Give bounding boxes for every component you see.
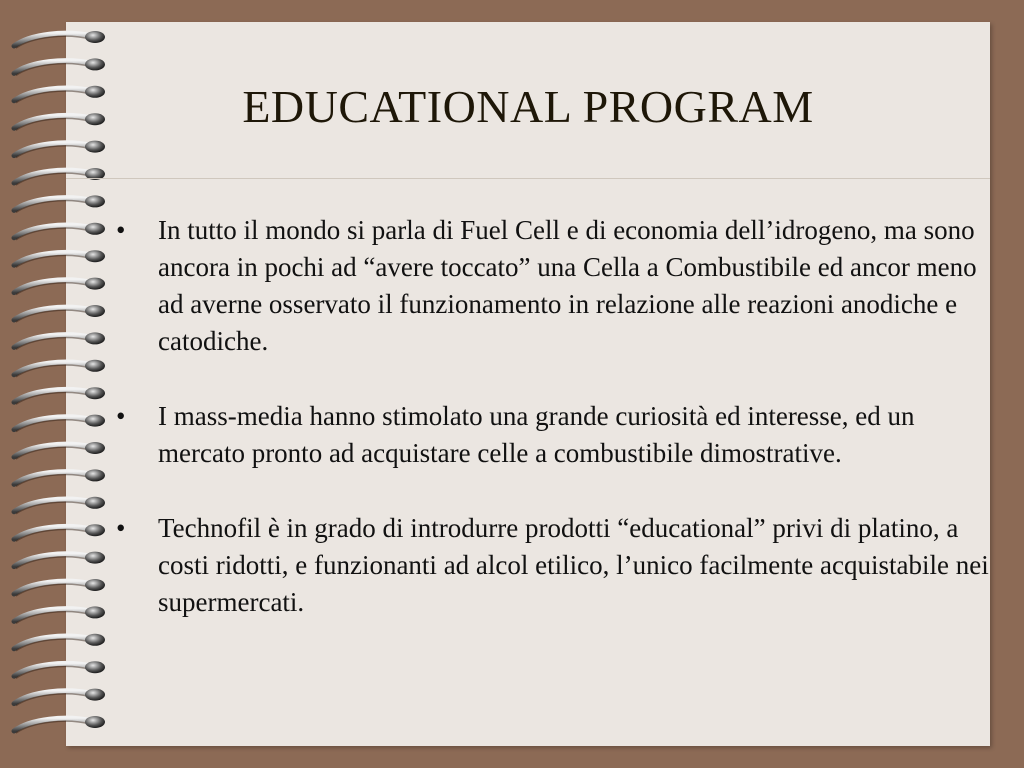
bullet-marker: •	[116, 513, 126, 543]
slide-title: EDUCATIONAL PROGRAM	[242, 81, 814, 132]
bullet-text: I mass-media hanno stimolato una grande curiosità ed interesse, ed un mercato pronto ad acquistare celle a combustibile dimostrative.	[158, 401, 915, 468]
bullet-marker: •	[116, 215, 126, 245]
bullet-item	[116, 212, 996, 360]
bullet-text: In tutto il mondo si parla di Fuel Cell e di economia dell’idrogeno, ma sono ancora in pochi ad “avere toccato” una Cella a Combustibile ed ancor meno ad averne osservato il funzionamento in relazione alle reazioni anodiche e catodiche.	[158, 215, 977, 356]
bullet-item	[116, 510, 996, 621]
title-divider	[66, 178, 990, 179]
bullet-item	[116, 398, 996, 472]
bullet-marker: •	[116, 401, 126, 431]
bullet-text: Technofil è in grado di introdurre prodotti “educational” privi di platino, a costi ridotti, e funzionanti ad alcol etilico, l’unico facilmente acquistabile nei supermercati.	[158, 513, 989, 617]
bullet-list	[116, 212, 996, 659]
